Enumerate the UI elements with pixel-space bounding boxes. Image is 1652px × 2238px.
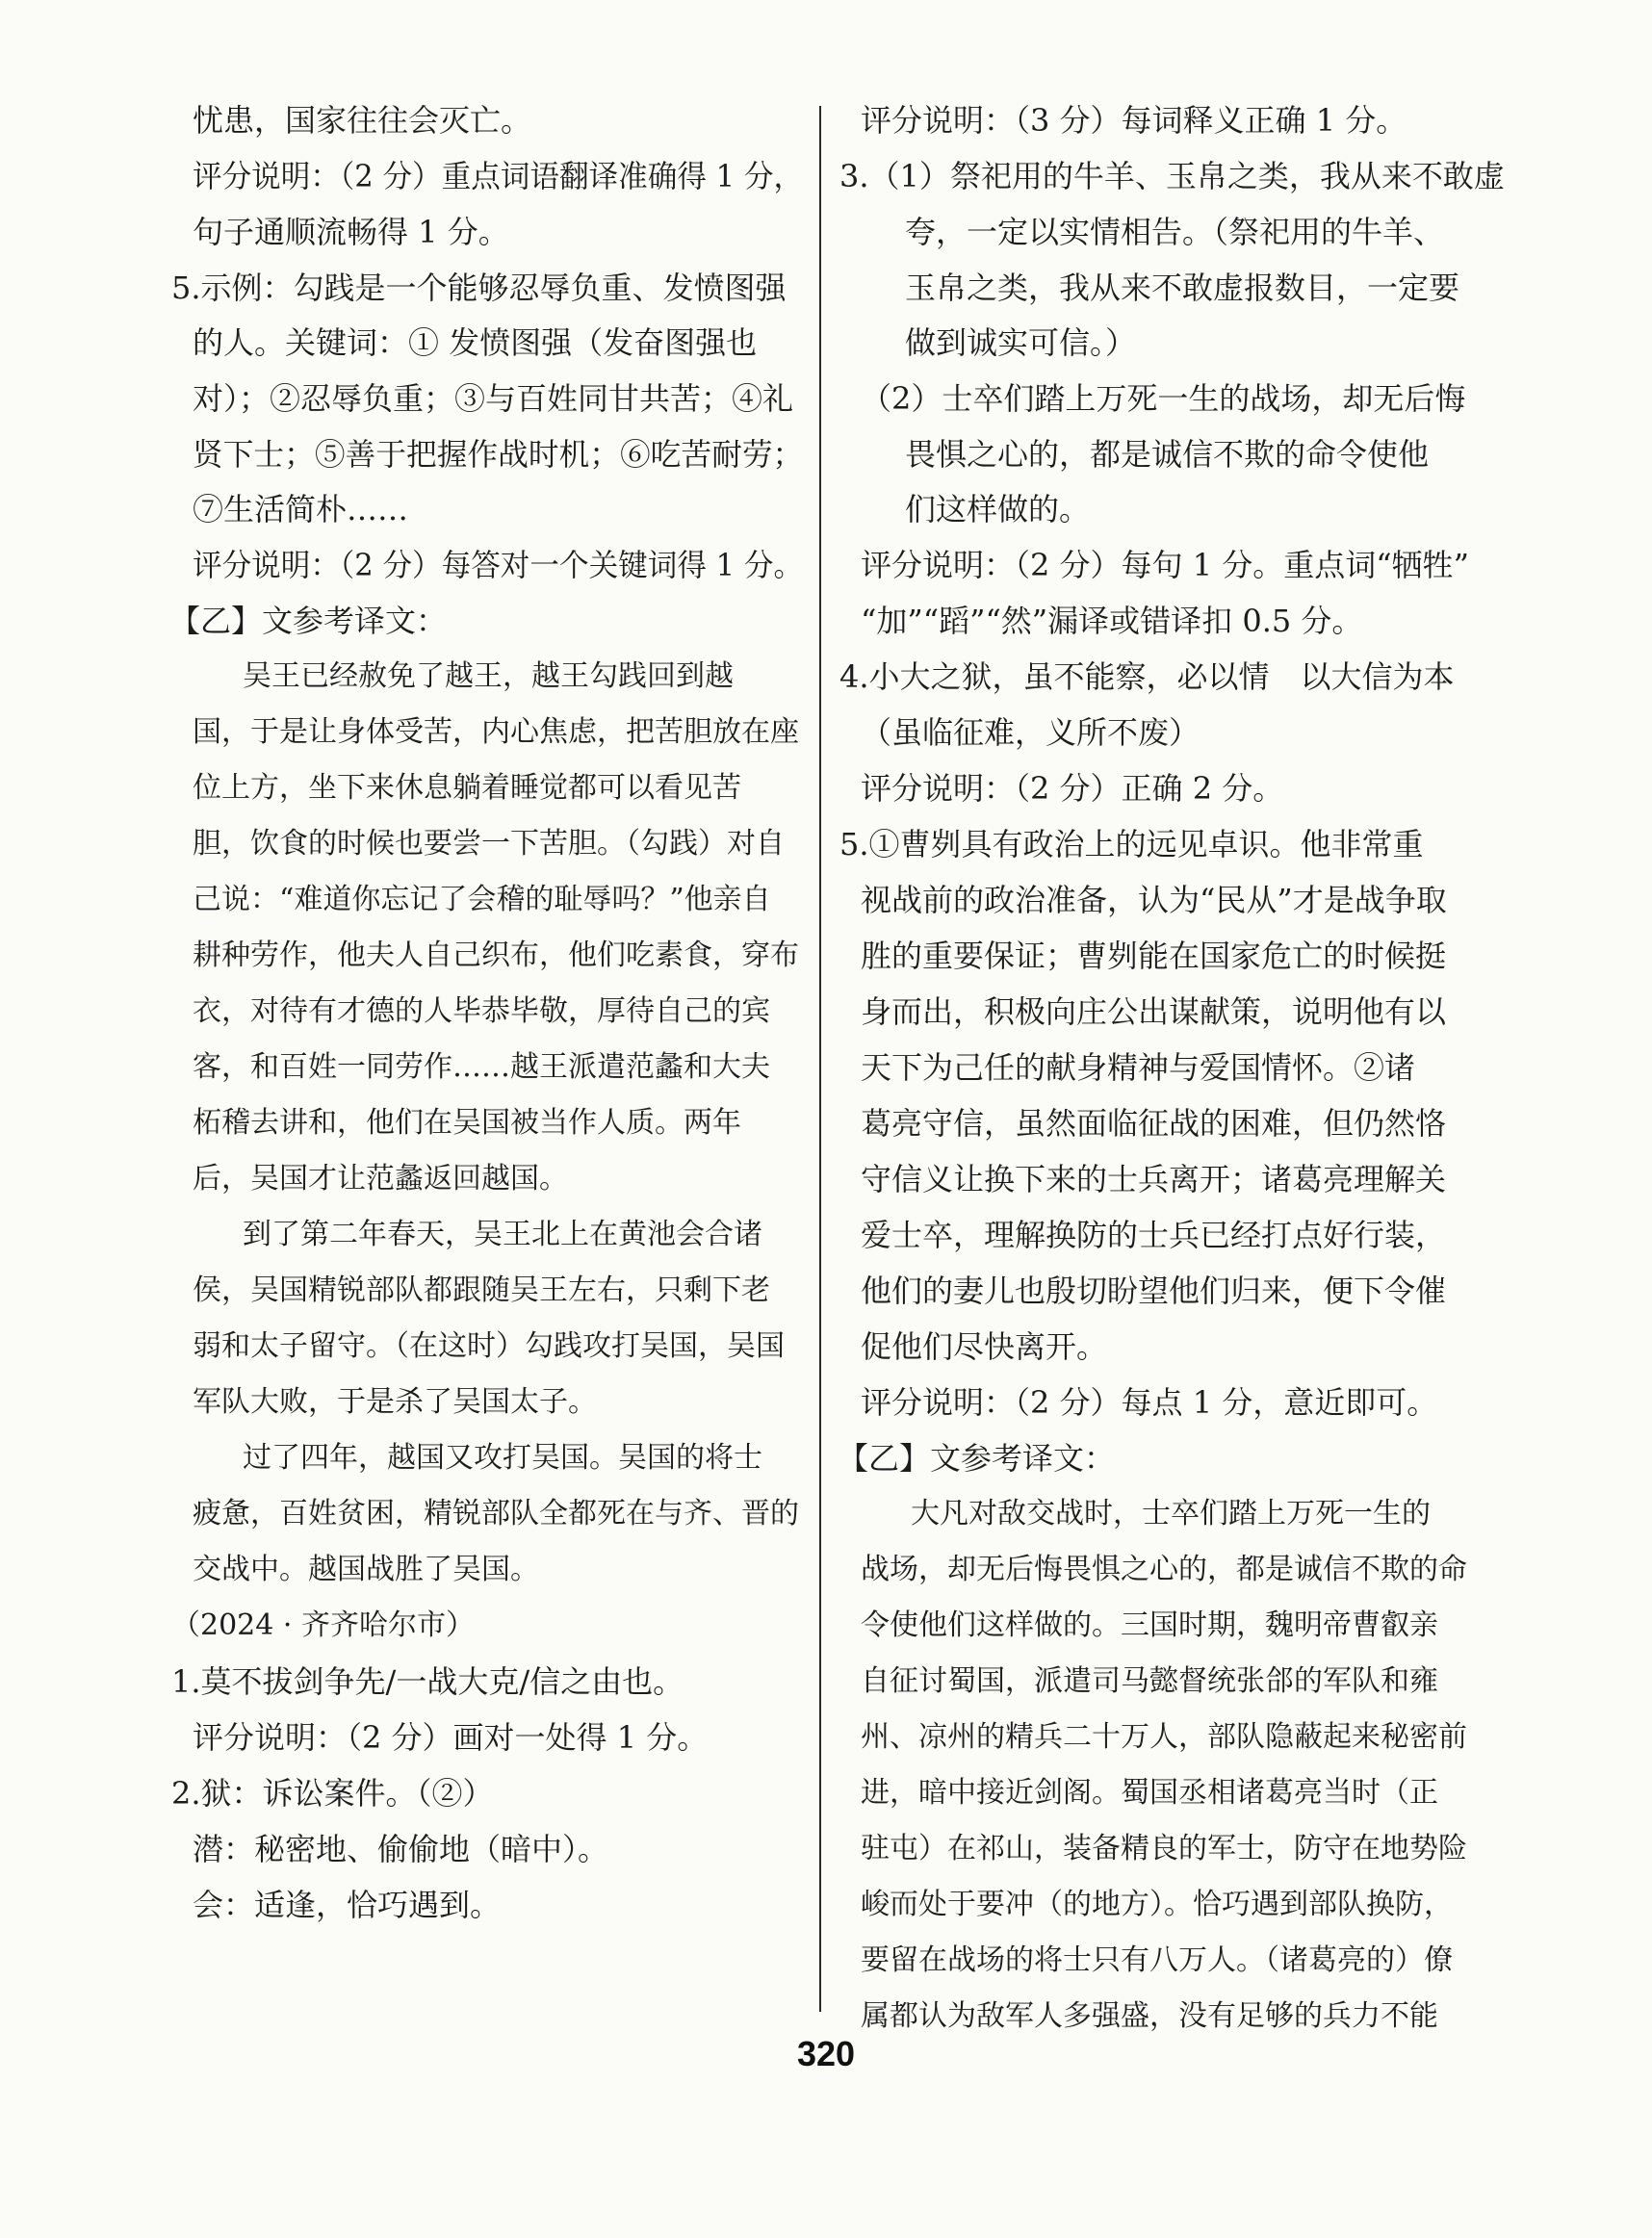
section-heading: 【乙】文参考译文：	[838, 1440, 1116, 1477]
text-line: 客，和百姓一同劳作……越王派遣范蠡和大夫	[193, 1050, 770, 1084]
text-line: 胆，饮食的时候也要尝一下苦胆。（勾践）对自	[193, 827, 785, 861]
source-label: （2024 · 齐齐哈尔市）	[171, 1608, 475, 1642]
text-line: 5.①曹刿具有政治上的远见卓识。他非常重	[839, 826, 1424, 862]
text-line: 们这样做的。	[905, 491, 1091, 527]
page-number: 320	[796, 2034, 856, 2073]
text-line: 属都认为敌军人多强盛，没有足够的兵力不能	[861, 1999, 1438, 2033]
text-line: 评分说明：（2 分）每答对一个关键词得 1 分。	[193, 547, 804, 583]
text-line: ⑦生活简朴……	[193, 491, 409, 527]
text-line: 3.（1）祭祀用的牛羊、玉帛之类，我从来不敢虚	[839, 158, 1505, 194]
text-line: 评分说明：（2 分）每点 1 分，意近即可。	[861, 1384, 1438, 1421]
text-line: 5.示例：勾践是一个能够忍辱负重、发愤图强	[171, 270, 787, 306]
text-line: 的人。关键词：① 发愤图强（发奋图强也	[193, 324, 758, 361]
text-line: 评分说明：（3 分）每词释义正确 1 分。	[861, 102, 1407, 139]
text-line: 耕种劳作，他夫人自己织布，他们吃素食，穿布	[193, 939, 799, 972]
text-line: 会：适逢，恰巧遇到。	[193, 1887, 502, 1923]
text-line: 身而出，积极向庄公出谋献策，说明他有以	[861, 993, 1447, 1030]
text-line: 自征讨蜀国，派遣司马懿督统张郃的军队和雍	[861, 1664, 1438, 1698]
text-line: 弱和太子留守。（在这时）勾践攻打吴国，吴国	[193, 1329, 785, 1363]
text-line: 守信义让换下来的士兵离开；诸葛亮理解关	[861, 1161, 1447, 1197]
text-line: 评分说明：（2 分）重点词语翻译准确得 1 分，	[193, 158, 804, 194]
text-line: 夸，一定以实情相告。（祭祀用的牛羊、	[905, 214, 1445, 250]
text-line: 贤下士；⑤善于把握作战时机；⑥吃苦耐劳；	[193, 436, 804, 473]
text-line: 评分说明：（2 分）画对一处得 1 分。	[193, 1719, 709, 1756]
text-line: 畏惧之心的，都是诚信不欺的命令使他	[905, 436, 1430, 473]
text-line: （虽临征难，义所不废）	[861, 714, 1200, 751]
text-line: 疲惫，百姓贫困，精锐部队全都死在与齐、晋的	[193, 1497, 799, 1531]
text-line: 玉帛之类，我从来不敢虚报数目，一定要	[905, 270, 1460, 306]
text-line: 到了第二年春天，吴王北上在黄池会合诸	[243, 1218, 762, 1251]
text-line: 峻而处于要冲（的地方）。恰巧遇到部队换防，	[861, 1888, 1453, 1921]
text-line: “加”“蹈”“然”漏译或错译扣 0.5 分。	[861, 603, 1363, 639]
text-line: 侯，吴国精锐部队都跟随吴王左右，只剩下老	[193, 1273, 770, 1307]
text-line: 视战前的政治准备，认为“民从”才是战争取	[861, 882, 1447, 918]
text-line: 要留在战场的将士只有八万人。（诸葛亮的）僚	[861, 1943, 1453, 1977]
text-line: 己说：“难道你忘记了会稽的耻辱吗？”他亲自	[193, 883, 771, 916]
text-line: 国，于是让身体受苦，内心焦虑，把苦胆放在座	[193, 715, 799, 749]
text-line: 葛亮守信，虽然面临征战的困难，但仍然恪	[861, 1105, 1447, 1142]
text-line: 交战中。越国战胜了吴国。	[193, 1553, 539, 1586]
text-line: 胜的重要保证；曹刿能在国家危亡的时候挺	[861, 938, 1447, 974]
text-line: 州、凉州的精兵二十万人，部队隐蔽起来秘密前	[861, 1720, 1467, 1754]
text-line: 他们的妻儿也殷切盼望他们归来，便下令催	[861, 1273, 1447, 1309]
text-line: 过了四年，越国又攻打吴国。吴国的将士	[243, 1441, 762, 1475]
text-line: 忧患，国家往往会灭亡。	[193, 102, 532, 139]
text-line: 柘稽去讲和，他们在吴国被当作人质。两年	[193, 1106, 741, 1140]
text-line: 驻屯）在祁山，装备精良的军士，防守在地势险	[861, 1832, 1467, 1865]
text-line: 句子通顺流畅得 1 分。	[193, 214, 509, 250]
text-line: 大凡对敌交战时，士卒们踏上万死一生的	[911, 1497, 1431, 1531]
text-line: 天下为己任的献身精神与爱国情怀。②诸	[861, 1049, 1416, 1086]
text-line: 后，吴国才让范蠡返回越国。	[193, 1162, 568, 1196]
text-line: 战场，却无后悔畏惧之心的，都是诚信不欺的命	[861, 1553, 1467, 1586]
text-line: 评分说明：（2 分）每句 1 分。重点词“牺牲”	[861, 547, 1469, 583]
section-heading: 【乙】文参考译文：	[169, 603, 448, 639]
text-line: 衣，对待有才德的人毕恭毕敬，厚待自己的宾	[193, 994, 770, 1028]
column-divider	[819, 106, 821, 2012]
text-line: 做到诚实可信。）	[905, 324, 1137, 361]
text-line: 促他们尽快离开。	[861, 1328, 1108, 1365]
text-line: 位上方，坐下来休息躺着睡觉都可以看见苦	[193, 771, 741, 805]
text-line: 潜：秘密地、偷偷地（暗中）。	[193, 1831, 609, 1867]
text-line: 4.小大之狱，虽不能察，必以情 以大信为本	[839, 658, 1455, 695]
text-line: 令使他们这样做的。三国时期，魏明帝曹叡亲	[861, 1608, 1438, 1642]
text-line: 评分说明：（2 分）正确 2 分。	[861, 770, 1284, 807]
text-line: 爱士卒，理解换防的士兵已经打点好行装，	[861, 1217, 1447, 1253]
text-line: 进，暗中接近剑阁。蜀国丞相诸葛亮当时（正	[861, 1776, 1438, 1810]
text-line: 2.狱：诉讼案件。（②）	[171, 1775, 494, 1812]
text-line: 军队大败，于是杀了吴国太子。	[193, 1385, 597, 1419]
text-line: 吴王已经赦免了越王，越王勾践回到越	[243, 659, 734, 693]
text-line: （2）士卒们踏上万死一生的战场，却无后悔	[861, 380, 1466, 417]
text-line: 1.莫不拔剑争先/一战大克/信之由也。	[171, 1663, 684, 1700]
text-line: 对）；②忍辱负重；③与百姓同甘共苦；④礼	[193, 380, 794, 417]
